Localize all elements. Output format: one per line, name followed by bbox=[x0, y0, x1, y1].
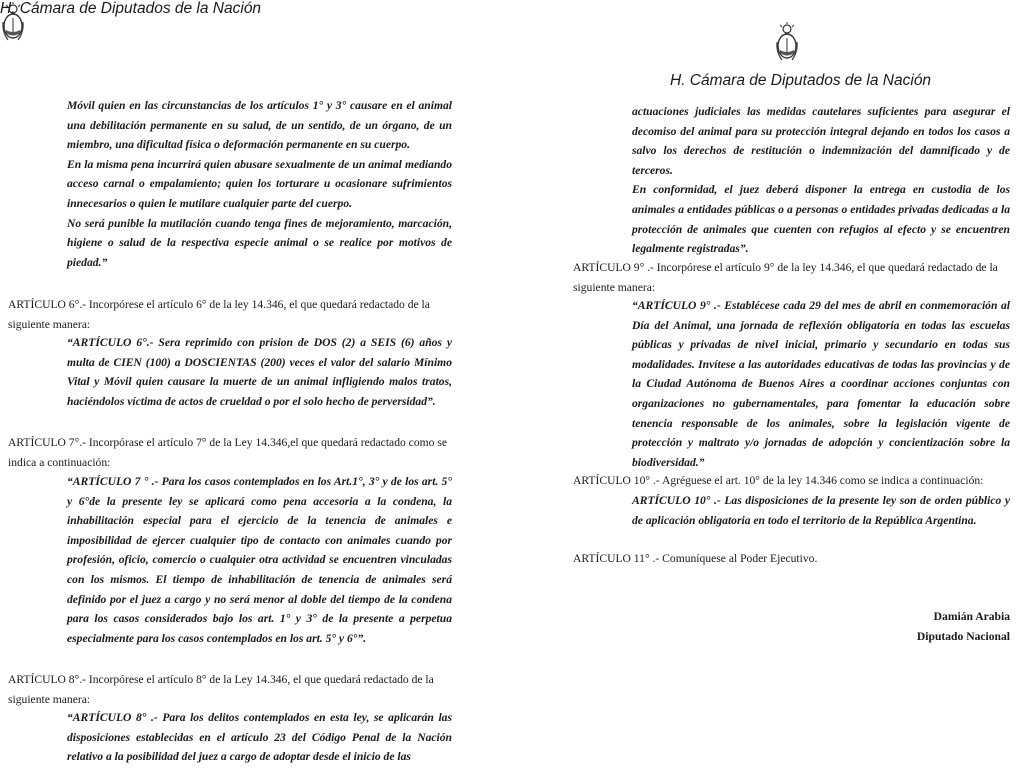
article-7-intro: ARTÍCULO 7°.- Incorpórase el artículo 7° de la Ley 14.346,el que quedará redactado como se indica a continuación: bbox=[8, 436, 447, 469]
article-8-intro: ARTÍCULO 8°.- Incorpórese el artículo 8° de la Ley 14.346, el que quedará redactado de la siguiente manera: bbox=[8, 673, 434, 706]
article-9-text: “ARTÍCULO 9° .- Establécese cada 29 del mes de abril en conmemoración al Día del Animal, una jornada de reflexión obligatoria en todas las escuelas públicas y privadas de nivel inicial, primario y secundario en todas sus modalidades. Invítese a las autoridades educativas de todas las provincias y de la Ciudad Autónoma de Buenos Aires a coordinar acciones conjuntas con organizaciones no gubernamentales, para fomentar la educación sobre tenencia responsable de los animales, sobre la legislación vigente de protección y maltrato y/o jornadas de adopción y concientización sobre la biodiversidad.” bbox=[632, 299, 1010, 469]
chamber-header-left: H. Cámara de Diputados de la Nación bbox=[0, 0, 262, 17]
continuation-paragraph: No será punible la mutilación cuando tenga fines de mejoramiento, marcación, higiene o salud de la respectiva especie animal o se realice por motivos de piedad.” bbox=[67, 216, 452, 269]
argentina-coat-of-arms-icon bbox=[774, 20, 800, 64]
article-9-intro: ARTÍCULO 9° .- Incorpórese el artículo 9° de la ley 14.346, el que quedará redactado de la siguiente manera: bbox=[573, 261, 998, 294]
chamber-header-right: H. Cámara de Diputados de la Nación bbox=[670, 72, 932, 89]
continuation-paragraph: Móvil quien en las circunstancias de los artículos 1° y 3° causare en el animal una debilitación permanente en su salud, de un sentido, de un órgano, de un miembro, una dificultad física o deformación permanente en su cuerpo. bbox=[67, 99, 452, 152]
left-continuation-text bbox=[67, 96, 452, 272]
signature-name: Damián Arabia bbox=[933, 610, 1010, 623]
article-11-intro: ARTÍCULO 11° .- Comuníquese al Poder Ejecutivo. bbox=[573, 552, 818, 565]
continuation-paragraph: En conformidad, el juez deberá disponer la entrega en custodia de los animales a entidades públicas o a personas o entidades privadas dedicadas a la protección de animales que cuenten con refugios al efecto y se encuentren legalmente registradas”. bbox=[632, 183, 1010, 256]
article-10-text: ARTÍCULO 10° .- Las disposiciones de la presente ley son de orden público y de aplicación obligatoria en todo el territorio de la República Argentina. bbox=[632, 494, 1010, 527]
right-continuation-text bbox=[632, 102, 1010, 259]
article-6-intro: ARTÍCULO 6°.- Incorpórese el artículo 6° de la ley 14.346, el que quedará redactado de la siguiente manera: bbox=[8, 298, 430, 331]
article-8-text: “ARTÍCULO 8° .- Para los delitos contemplados en esta ley, se aplicarán las disposiciones establecidas en el artículo 23 del Código Penal de la Nación relativo a la posibilidad del juez a cargo de adoptar desde el inicio de las bbox=[67, 711, 452, 764]
article-6-text: “ARTÍCULO 6°.- Sera reprimido con prision de DOS (2) a SEIS (6) años y multa de CIEN (100) a DOSCIENTAS (200) veces el valor del salario Mínimo Vital y Móvil quien causare la muerte de un animal infligiendo malos tratos, haciéndolos víctima de actos de crueldad o por el solo hecho de perversidad”. bbox=[67, 336, 452, 408]
article-7-text: “ARTÍCULO 7 ° .- Para los casos contemplados en los Art.1°, 3° y de los art. 5° y 6°de la presente ley se aplicará como pena accesoria a la condena, la inhabilitación especial para el ejercicio de la tenencia de animales e imposibilidad de ejercer cualquier tipo de contacto con animales cuando por profesión, oficio, comercio o cualquier otra actividad se encuentren vinculadas con los mismos. El tiempo de inhabilitación de tenencia de animales será definido por el juez a cargo y no será menor al doble del tiempo de la condena para los casos considerados bajo los art. 1° y 3° de la presente a perpetua especialmente para los casos contemplados en los art. 5° y 6°”. bbox=[67, 475, 452, 645]
signature-title: Diputado Nacional bbox=[916, 630, 1010, 643]
continuation-paragraph: En la misma pena incurrirá quien abusare sexualmente de un animal mediando acceso carnal o empalamiento; quien los torturare u ocasionare sufrimientos innecesarios o quien le mutilare cualquier parte del cuerpo. bbox=[67, 157, 452, 210]
continuation-paragraph: actuaciones judiciales las medidas cautelares suficientes para asegurar el decomiso del animal para su protección integral dejando en todos los casos a salvo los derechos de restitución o indemnización del damnificado y de terceros. bbox=[632, 105, 1010, 177]
article-10-intro: ARTÍCULO 10° .- Agréguese el art. 10° de la ley 14.346 como se indica a continuación: bbox=[573, 474, 984, 487]
